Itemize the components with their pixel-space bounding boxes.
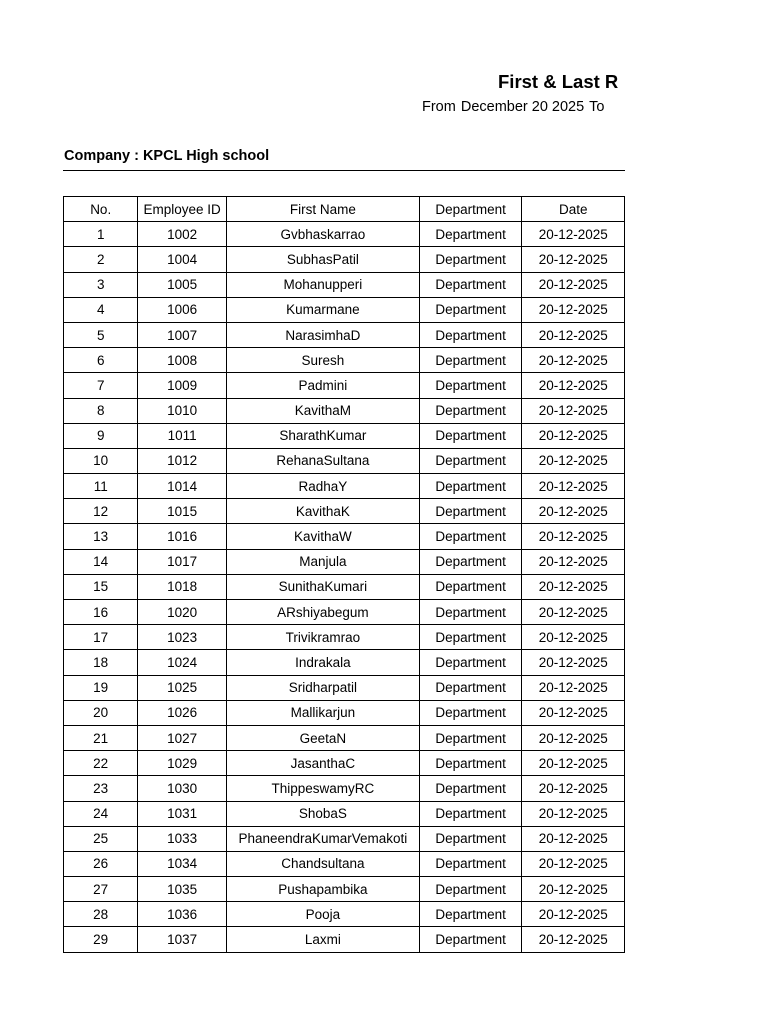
row-department: Department: [419, 373, 522, 398]
row-date: 20-12-2025: [522, 600, 625, 625]
company-name: Company : KPCL High school: [64, 148, 270, 164]
row-employee-id: 1030: [138, 776, 226, 801]
row-no: 5: [64, 322, 138, 347]
row-no: 24: [64, 801, 138, 826]
row-department: Department: [419, 902, 522, 927]
row-first-name: Laxmi: [226, 927, 419, 952]
to-label: To: [589, 99, 605, 115]
row-date: 20-12-2025: [522, 322, 625, 347]
row-date: 20-12-2025: [522, 549, 625, 574]
row-no: 28: [64, 902, 138, 927]
row-employee-id: 1010: [138, 398, 226, 423]
row-no: 8: [64, 398, 138, 423]
row-date: 20-12-2025: [522, 675, 625, 700]
header-no: No.: [64, 197, 138, 222]
row-no: 17: [64, 625, 138, 650]
row-employee-id: 1026: [138, 700, 226, 725]
row-employee-id: 1016: [138, 524, 226, 549]
row-date: 20-12-2025: [522, 398, 625, 423]
table-row: [64, 725, 625, 750]
row-employee-id: 1036: [138, 902, 226, 927]
row-date: 20-12-2025: [522, 448, 625, 473]
company-divider: [63, 170, 625, 171]
row-department: Department: [419, 600, 522, 625]
row-employee-id: 1007: [138, 322, 226, 347]
row-employee-id: 1006: [138, 297, 226, 322]
row-no: 18: [64, 650, 138, 675]
row-date: 20-12-2025: [522, 423, 625, 448]
row-date: 20-12-2025: [522, 751, 625, 776]
row-date: 20-12-2025: [522, 574, 625, 599]
row-first-name: JasanthaC: [226, 751, 419, 776]
row-first-name: ShobaS: [226, 801, 419, 826]
row-first-name: SubhasPatil: [226, 247, 419, 272]
row-date: 20-12-2025: [522, 222, 625, 247]
row-first-name: KavithaW: [226, 524, 419, 549]
row-no: 19: [64, 675, 138, 700]
row-no: 3: [64, 272, 138, 297]
table-row: [64, 700, 625, 725]
row-first-name: ThippeswamyRC: [226, 776, 419, 801]
row-date: 20-12-2025: [522, 826, 625, 851]
row-employee-id: 1017: [138, 549, 226, 574]
table-row: [64, 902, 625, 927]
row-department: Department: [419, 423, 522, 448]
row-department: Department: [419, 574, 522, 599]
row-employee-id: 1025: [138, 675, 226, 700]
row-no: 12: [64, 499, 138, 524]
row-no: 20: [64, 700, 138, 725]
row-date: 20-12-2025: [522, 700, 625, 725]
row-first-name: SharathKumar: [226, 423, 419, 448]
row-department: Department: [419, 247, 522, 272]
row-department: Department: [419, 448, 522, 473]
row-no: 26: [64, 851, 138, 876]
row-employee-id: 1033: [138, 826, 226, 851]
row-no: 10: [64, 448, 138, 473]
row-first-name: Kumarmane: [226, 297, 419, 322]
row-employee-id: 1023: [138, 625, 226, 650]
row-first-name: NarasimhaD: [226, 322, 419, 347]
row-no: 4: [64, 297, 138, 322]
row-employee-id: 1011: [138, 423, 226, 448]
row-date: 20-12-2025: [522, 474, 625, 499]
row-employee-id: 1008: [138, 348, 226, 373]
row-department: Department: [419, 927, 522, 952]
row-employee-id: 1027: [138, 725, 226, 750]
row-employee-id: 1014: [138, 474, 226, 499]
row-first-name: Indrakala: [226, 650, 419, 675]
header-department: Department: [419, 197, 522, 222]
row-department: Department: [419, 625, 522, 650]
row-department: Department: [419, 650, 522, 675]
from-date: December 20 2025: [460, 99, 585, 115]
row-department: Department: [419, 700, 522, 725]
row-first-name: PhaneendraKumarVemakoti: [226, 826, 419, 851]
row-department: Department: [419, 776, 522, 801]
row-employee-id: 1037: [138, 927, 226, 952]
row-department: Department: [419, 222, 522, 247]
row-first-name: Mallikarjun: [226, 700, 419, 725]
row-date: 20-12-2025: [522, 650, 625, 675]
row-no: 25: [64, 826, 138, 851]
date-range: [422, 99, 605, 115]
row-no: 16: [64, 600, 138, 625]
row-date: 20-12-2025: [522, 625, 625, 650]
row-first-name: GeetaN: [226, 725, 419, 750]
row-no: 15: [64, 574, 138, 599]
row-employee-id: 1035: [138, 877, 226, 902]
table-row: [64, 751, 625, 776]
header-date: Date: [522, 197, 625, 222]
row-department: Department: [419, 348, 522, 373]
row-first-name: Sridharpatil: [226, 675, 419, 700]
row-employee-id: 1018: [138, 574, 226, 599]
table-row: [64, 650, 625, 675]
row-first-name: SunithaKumari: [226, 574, 419, 599]
table-row: [64, 851, 625, 876]
row-date: 20-12-2025: [522, 776, 625, 801]
table-row: [64, 927, 625, 952]
row-date: 20-12-2025: [522, 524, 625, 549]
row-date: 20-12-2025: [522, 272, 625, 297]
row-first-name: Mohanupperi: [226, 272, 419, 297]
row-no: 22: [64, 751, 138, 776]
row-department: Department: [419, 877, 522, 902]
row-date: 20-12-2025: [522, 851, 625, 876]
row-no: 21: [64, 725, 138, 750]
row-department: Department: [419, 524, 522, 549]
row-employee-id: 1015: [138, 499, 226, 524]
row-department: Department: [419, 801, 522, 826]
row-department: Department: [419, 398, 522, 423]
row-first-name: Chandsultana: [226, 851, 419, 876]
table-row: [64, 600, 625, 625]
row-department: Department: [419, 826, 522, 851]
table-row: [64, 675, 625, 700]
row-date: 20-12-2025: [522, 297, 625, 322]
row-department: Department: [419, 675, 522, 700]
row-employee-id: 1002: [138, 222, 226, 247]
from-label: From: [422, 99, 456, 115]
table-row: [64, 348, 625, 373]
table-row: [64, 524, 625, 549]
table-row: [64, 222, 625, 247]
row-first-name: Pushapambika: [226, 877, 419, 902]
row-department: Department: [419, 549, 522, 574]
row-no: 1: [64, 222, 138, 247]
header-first-name: First Name: [226, 197, 419, 222]
row-date: 20-12-2025: [522, 877, 625, 902]
row-first-name: Padmini: [226, 373, 419, 398]
header-employee-id: Employee ID: [138, 197, 226, 222]
row-no: 7: [64, 373, 138, 398]
row-employee-id: 1004: [138, 247, 226, 272]
row-department: Department: [419, 322, 522, 347]
row-date: 20-12-2025: [522, 373, 625, 398]
row-no: 29: [64, 927, 138, 952]
row-employee-id: 1029: [138, 751, 226, 776]
row-employee-id: 1031: [138, 801, 226, 826]
row-employee-id: 1034: [138, 851, 226, 876]
row-date: 20-12-2025: [522, 801, 625, 826]
table-row: [64, 826, 625, 851]
row-department: Department: [419, 499, 522, 524]
row-department: Department: [419, 851, 522, 876]
row-first-name: Manjula: [226, 549, 419, 574]
row-first-name: Trivikramrao: [226, 625, 419, 650]
row-no: 6: [64, 348, 138, 373]
table-row: [64, 297, 625, 322]
employee-table: [63, 196, 625, 953]
row-date: 20-12-2025: [522, 902, 625, 927]
row-first-name: RehanaSultana: [226, 448, 419, 473]
row-date: 20-12-2025: [522, 348, 625, 373]
table-row: [64, 423, 625, 448]
row-employee-id: 1009: [138, 373, 226, 398]
row-department: Department: [419, 474, 522, 499]
row-first-name: RadhaY: [226, 474, 419, 499]
row-no: 13: [64, 524, 138, 549]
table-row: [64, 877, 625, 902]
row-date: 20-12-2025: [522, 927, 625, 952]
table-row: [64, 247, 625, 272]
table-row: [64, 549, 625, 574]
row-no: 14: [64, 549, 138, 574]
row-first-name: ARshiyabegum: [226, 600, 419, 625]
row-employee-id: 1020: [138, 600, 226, 625]
row-no: 9: [64, 423, 138, 448]
row-no: 11: [64, 474, 138, 499]
table-row: [64, 272, 625, 297]
row-no: 27: [64, 877, 138, 902]
row-employee-id: 1012: [138, 448, 226, 473]
table-row: [64, 574, 625, 599]
row-date: 20-12-2025: [522, 499, 625, 524]
table-row: [64, 373, 625, 398]
row-date: 20-12-2025: [522, 725, 625, 750]
row-employee-id: 1024: [138, 650, 226, 675]
row-department: Department: [419, 751, 522, 776]
table-row: [64, 474, 625, 499]
row-no: 2: [64, 247, 138, 272]
table-body: [64, 222, 625, 952]
row-department: Department: [419, 725, 522, 750]
row-no: 23: [64, 776, 138, 801]
report-title: First & Last R: [498, 71, 619, 92]
table-row: [64, 801, 625, 826]
row-first-name: KavithaM: [226, 398, 419, 423]
table-row: [64, 322, 625, 347]
table-row: [64, 448, 625, 473]
table-header-row: [64, 197, 625, 222]
table-row: [64, 499, 625, 524]
row-first-name: Suresh: [226, 348, 419, 373]
row-employee-id: 1005: [138, 272, 226, 297]
row-first-name: Gvbhaskarrao: [226, 222, 419, 247]
row-first-name: KavithaK: [226, 499, 419, 524]
row-date: 20-12-2025: [522, 247, 625, 272]
row-first-name: Pooja: [226, 902, 419, 927]
row-department: Department: [419, 272, 522, 297]
table-row: [64, 776, 625, 801]
table-row: [64, 398, 625, 423]
table-row: [64, 625, 625, 650]
row-department: Department: [419, 297, 522, 322]
